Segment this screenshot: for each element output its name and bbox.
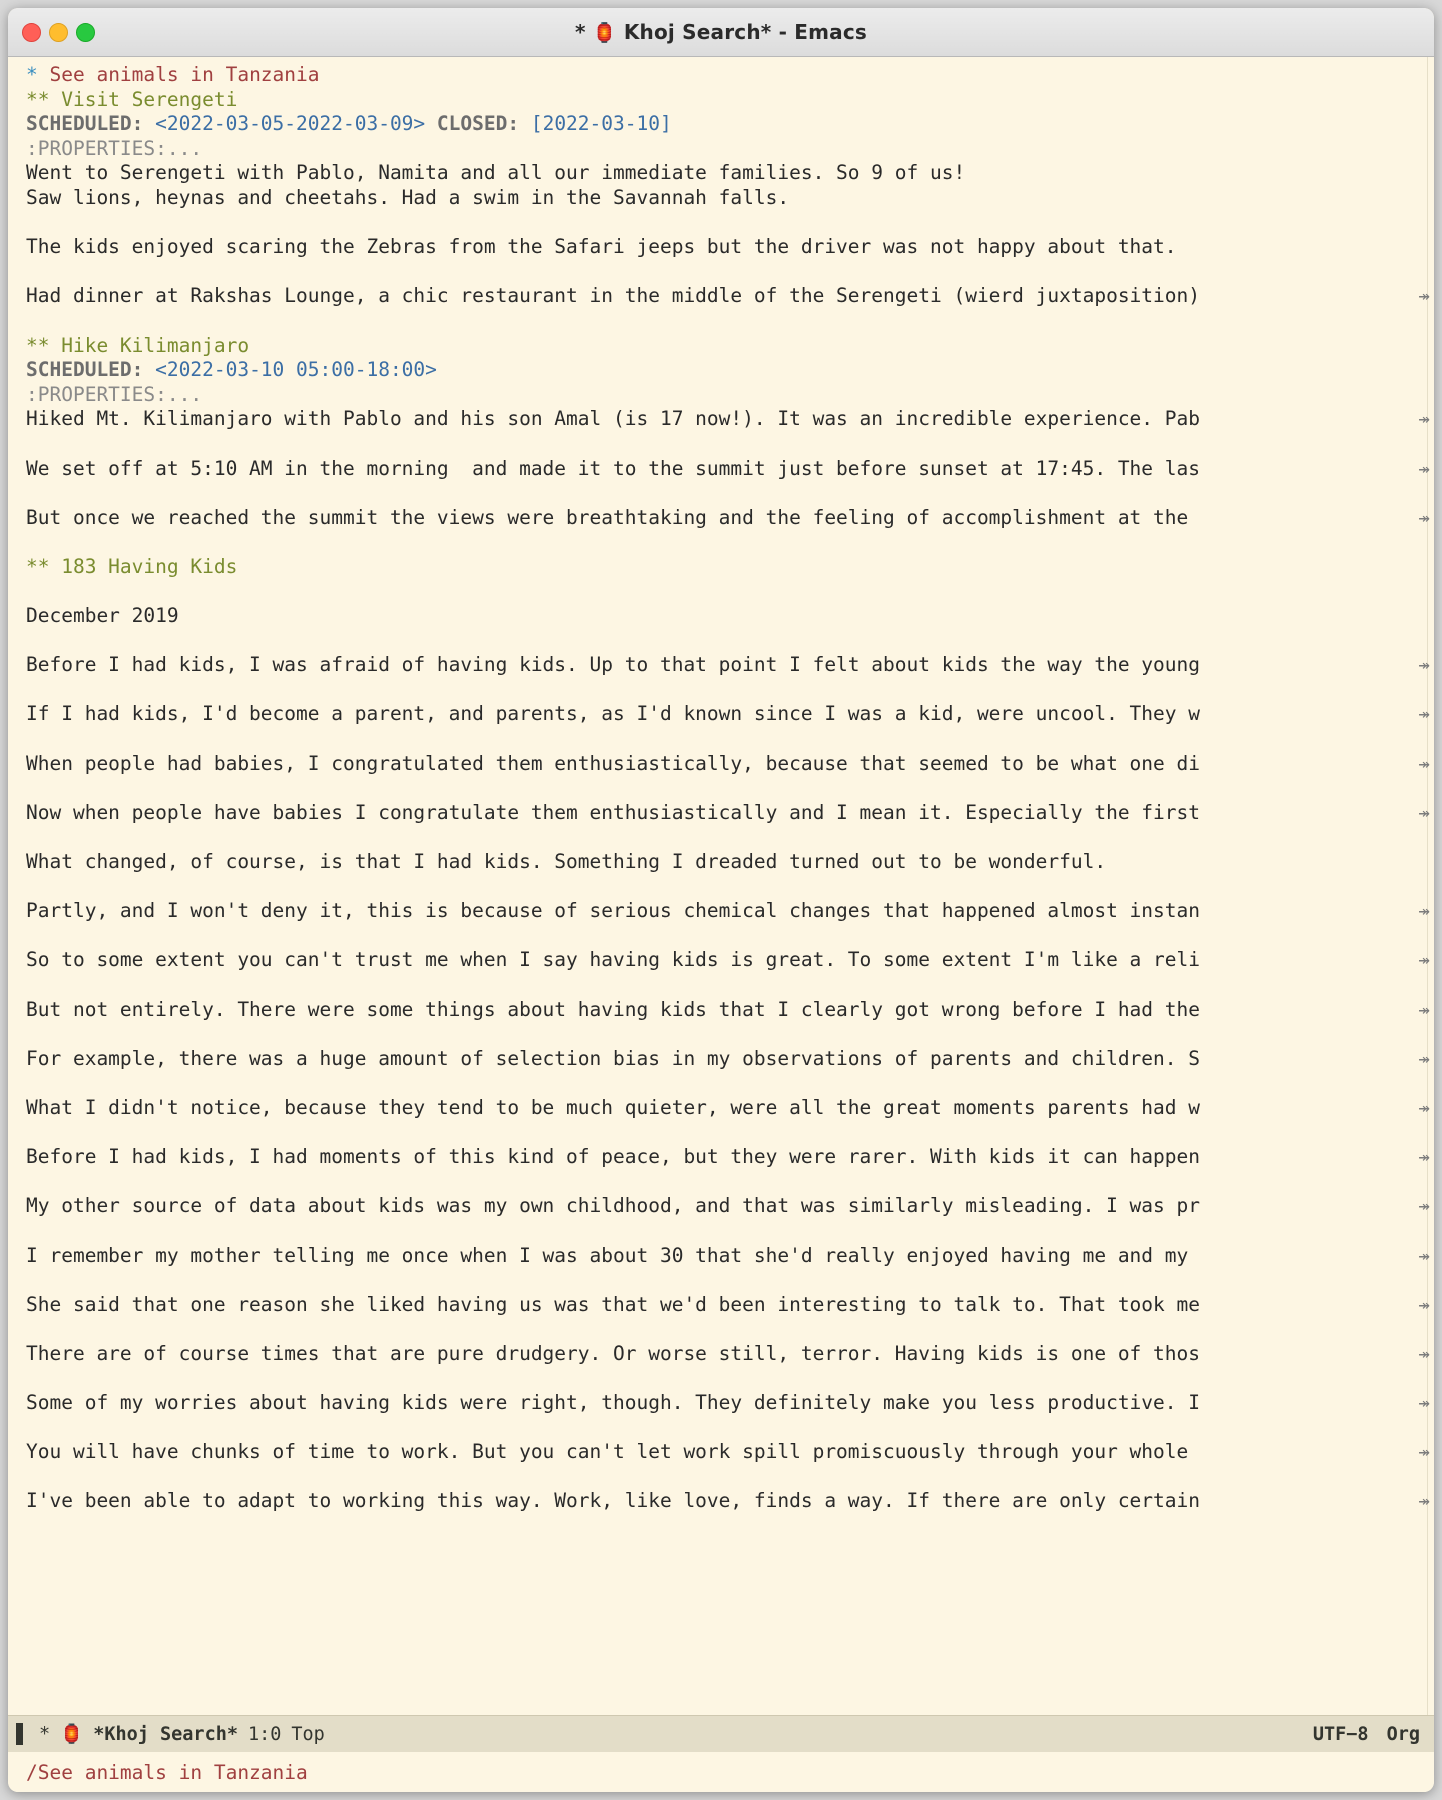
org-planning-line-serengeti bbox=[8, 112, 1434, 137]
body-line bbox=[8, 457, 1434, 482]
body-text: But once we reached the summit the views were breathtaking and the feeling of accomplishment at the bbox=[26, 505, 1200, 529]
scheduled-keyword: SCHEDULED: bbox=[26, 358, 144, 382]
body-text: Before I had kids, I was afraid of having kids. Up to that point I felt about kids the way the young bbox=[26, 653, 1200, 677]
heading-bullet-icon: * bbox=[26, 63, 38, 86]
blank-line bbox=[8, 1219, 1434, 1244]
body-text: The kids enjoyed scaring the Zebras from the Safari jeeps but the driver was not happy about that. bbox=[26, 235, 1177, 259]
body-line bbox=[8, 850, 1434, 875]
emacs-modeline[interactable] bbox=[8, 1715, 1434, 1752]
minimize-button[interactable] bbox=[49, 23, 68, 42]
body-text: There are of course times that are pure drudgery. Or worse still, terror. Having kids is one of thos bbox=[26, 1341, 1200, 1365]
truncation-arrow-icon: ↠ bbox=[1418, 285, 1430, 308]
body-text: She said that one reason she liked having us was that we'd been interesting to talk to. That took me bbox=[26, 1292, 1200, 1316]
body-text: Went to Serengeti with Pablo, Namita and all our immediate families. So 9 of us! bbox=[26, 161, 966, 185]
body-line bbox=[8, 1096, 1434, 1121]
truncation-arrow-icon: ↠ bbox=[1418, 457, 1430, 480]
body-text: I remember my mother telling me once when I was about 30 that she'd really enjoyed having me and my bbox=[26, 1243, 1200, 1267]
body-line bbox=[8, 1342, 1434, 1367]
org-buffer[interactable] bbox=[8, 57, 1434, 1715]
khoj-lantern-icon: 🏮 bbox=[592, 22, 617, 44]
body-line bbox=[8, 702, 1434, 727]
body-text: Some of my worries about having kids were right, though. They definitely make you less productive. I bbox=[26, 1391, 1200, 1415]
org-heading-hike-kilimanjaro[interactable] bbox=[8, 334, 1434, 359]
body-text: Before I had kids, I had moments of this kind of peace, but they were rarer. With kids it can happen bbox=[26, 1145, 1200, 1169]
blank-line bbox=[8, 629, 1434, 654]
truncation-arrow-icon: ↠ bbox=[1418, 1047, 1430, 1070]
body-line bbox=[8, 1293, 1434, 1318]
truncation-arrow-icon: ↠ bbox=[1418, 998, 1430, 1021]
heading-text: ** 183 Having Kids bbox=[26, 554, 238, 578]
blank-line bbox=[8, 1071, 1434, 1096]
body-line bbox=[8, 407, 1434, 432]
modeline-right bbox=[1313, 1724, 1420, 1745]
body-text: I've been able to adapt to working this way. Work, like love, finds a way. If there are only certain bbox=[26, 1489, 1200, 1513]
modeline-coding-system[interactable]: UTF−8 bbox=[1312, 1723, 1369, 1745]
blank-line bbox=[8, 1268, 1434, 1293]
window-title-prefix: * bbox=[574, 20, 593, 44]
properties-text: :PROPERTIES:... bbox=[26, 382, 203, 406]
body-text: For example, there was a huge amount of selection bias in my observations of parents and children. S bbox=[26, 1046, 1200, 1070]
closed-keyword: CLOSED: bbox=[436, 112, 520, 136]
truncation-arrow-icon: ↠ bbox=[1418, 900, 1430, 923]
blank-line bbox=[8, 776, 1434, 801]
blank-line bbox=[8, 875, 1434, 900]
truncation-arrow-icon: ↠ bbox=[1418, 506, 1430, 529]
body-text: But not entirely. There were some things about having kids that I clearly got wrong before I had the bbox=[26, 997, 1200, 1021]
body-text: Now when people have babies I congratulate them enthusiastically and I mean it. Especially the first bbox=[26, 800, 1200, 824]
truncation-arrow-icon: ↠ bbox=[1418, 801, 1430, 824]
blank-line bbox=[8, 1022, 1434, 1047]
heading-text: ** Hike Kilimanjaro bbox=[26, 333, 250, 357]
blank-line bbox=[8, 678, 1434, 703]
modeline-left bbox=[16, 1723, 325, 1745]
body-line bbox=[8, 161, 1434, 186]
body-line bbox=[8, 1047, 1434, 1072]
heading-text: See animals in Tanzania bbox=[37, 63, 320, 86]
blank-line bbox=[8, 1170, 1434, 1195]
modeline-scroll-state: Top bbox=[291, 1723, 325, 1745]
window-titlebar[interactable] bbox=[8, 8, 1434, 57]
modeline-modified-marker: * bbox=[39, 1723, 51, 1745]
truncation-arrow-icon: ↠ bbox=[1418, 1195, 1430, 1218]
body-line bbox=[8, 1145, 1434, 1170]
org-properties-drawer[interactable] bbox=[8, 137, 1434, 162]
emacs-window bbox=[8, 8, 1434, 1792]
truncation-arrow-icon: ↠ bbox=[1418, 408, 1430, 431]
body-text: Had dinner at Rakshas Lounge, a chic restaurant in the middle of the Serengeti (wierd juxtaposition) bbox=[26, 284, 1200, 308]
truncation-arrow-icon: ↠ bbox=[1418, 654, 1430, 677]
body-line bbox=[8, 235, 1434, 260]
truncation-arrow-icon: ↠ bbox=[1418, 1441, 1430, 1464]
window-title bbox=[8, 20, 1434, 44]
window-title-suffix: - Emacs bbox=[771, 20, 868, 44]
blank-line bbox=[8, 481, 1434, 506]
truncation-arrow-icon: ↠ bbox=[1418, 1096, 1430, 1119]
close-button[interactable] bbox=[22, 23, 41, 42]
body-line bbox=[8, 1244, 1434, 1269]
truncation-arrow-icon: ↠ bbox=[1418, 1146, 1430, 1169]
blank-line bbox=[8, 530, 1434, 555]
truncation-arrow-icon: ↠ bbox=[1418, 1244, 1430, 1267]
body-text: December 2019 bbox=[26, 604, 179, 628]
blank-line bbox=[8, 924, 1434, 949]
body-line bbox=[8, 1440, 1434, 1465]
body-line bbox=[8, 604, 1434, 629]
window-title-main: Khoj Search* bbox=[623, 20, 772, 44]
body-text: You will have chunks of time to work. But you can't let work spill promiscuously through your whole bbox=[26, 1440, 1200, 1464]
body-text: Partly, and I won't deny it, this is because of serious chemical changes that happened almost instan bbox=[26, 899, 1200, 923]
body-line bbox=[8, 801, 1434, 826]
body-text: Hiked Mt. Kilimanjaro with Pablo and his son Amal (is 17 now!). It was an incredible experience. Pab bbox=[26, 407, 1200, 431]
blank-line bbox=[8, 260, 1434, 285]
scheduled-timestamp[interactable]: <2022-03-10 05:00-18:00> bbox=[143, 358, 437, 382]
blank-line bbox=[8, 1416, 1434, 1441]
body-line bbox=[8, 284, 1434, 309]
truncation-arrow-icon: ↠ bbox=[1418, 703, 1430, 726]
blank-line bbox=[8, 309, 1434, 334]
modeline-buffer-name[interactable]: *Khoj Search* bbox=[93, 1723, 238, 1745]
truncation-arrow-icon: ↠ bbox=[1418, 1342, 1430, 1365]
org-heading-level1[interactable] bbox=[8, 63, 1434, 88]
heading-text: ** Visit Serengeti bbox=[26, 87, 238, 111]
body-line bbox=[8, 998, 1434, 1023]
truncation-arrow-icon: ↠ bbox=[1418, 1293, 1430, 1316]
blank-line bbox=[8, 1317, 1434, 1342]
truncation-arrow-icon: ↠ bbox=[1418, 949, 1430, 972]
modeline-major-mode[interactable]: Org bbox=[1386, 1723, 1420, 1745]
truncation-arrow-icon: ↠ bbox=[1418, 1490, 1430, 1513]
body-text: If I had kids, I'd become a parent, and parents, as I'd known since I was a kid, were uncool. They w bbox=[26, 702, 1200, 726]
traffic-lights bbox=[22, 23, 95, 42]
scheduled-keyword: SCHEDULED: bbox=[26, 112, 144, 136]
body-line bbox=[8, 506, 1434, 531]
scheduled-timestamp[interactable]: <2022-03-05-2022-03-09> bbox=[143, 112, 437, 136]
properties-text: :PROPERTIES:... bbox=[26, 136, 203, 160]
modeline-indicator-bar bbox=[16, 1723, 23, 1745]
org-planning-line-kilimanjaro bbox=[8, 358, 1434, 383]
org-properties-drawer[interactable] bbox=[8, 383, 1434, 408]
body-line bbox=[8, 653, 1434, 678]
body-text: When people had babies, I congratulated them enthusiastically, because that seemed to be what one di bbox=[26, 751, 1200, 775]
blank-line bbox=[8, 1465, 1434, 1490]
khoj-lantern-icon: 🏮 bbox=[60, 1724, 84, 1745]
truncation-arrow-icon: ↠ bbox=[1418, 1392, 1430, 1415]
body-line bbox=[8, 948, 1434, 973]
minibuffer[interactable] bbox=[8, 1752, 1434, 1792]
truncation-arrow-icon: ↠ bbox=[1418, 752, 1430, 775]
org-heading-having-kids[interactable] bbox=[8, 555, 1434, 580]
closed-timestamp[interactable]: [2022-03-10] bbox=[519, 112, 672, 136]
blank-line bbox=[8, 1366, 1434, 1391]
body-text: What I didn't notice, because they tend to be much quieter, were all the great moments parents had w bbox=[26, 1095, 1200, 1119]
body-text: What changed, of course, is that I had kids. Something I dreaded turned out to be wonderful. bbox=[26, 850, 1107, 873]
blank-line bbox=[8, 579, 1434, 604]
body-text: My other source of data about kids was my own childhood, and that was similarly misleading. I was pr bbox=[26, 1194, 1200, 1218]
blank-line bbox=[8, 211, 1434, 236]
body-text: Saw lions, heynas and cheetahs. Had a swim in the Savannah falls. bbox=[26, 185, 790, 209]
minibuffer-text: /See animals in Tanzania bbox=[26, 1760, 308, 1784]
modeline-position: 1:0 bbox=[247, 1723, 282, 1745]
body-line bbox=[8, 899, 1434, 924]
body-line bbox=[8, 752, 1434, 777]
body-text: We set off at 5:10 AM in the morning and made it to the summit just before sunset at 17:45. The las bbox=[26, 456, 1200, 480]
body-line bbox=[8, 1391, 1434, 1416]
blank-line bbox=[8, 1121, 1434, 1146]
blank-line bbox=[8, 727, 1434, 752]
org-heading-visit-serengeti[interactable] bbox=[8, 88, 1434, 113]
blank-line bbox=[8, 432, 1434, 457]
zoom-button[interactable] bbox=[76, 23, 95, 42]
blank-line bbox=[8, 825, 1434, 850]
body-line bbox=[8, 186, 1434, 211]
body-line bbox=[8, 1194, 1434, 1219]
blank-line bbox=[8, 973, 1434, 998]
body-line bbox=[8, 1489, 1434, 1514]
body-text: So to some extent you can't trust me when I say having kids is great. To some extent I'm like a reli bbox=[26, 948, 1200, 972]
